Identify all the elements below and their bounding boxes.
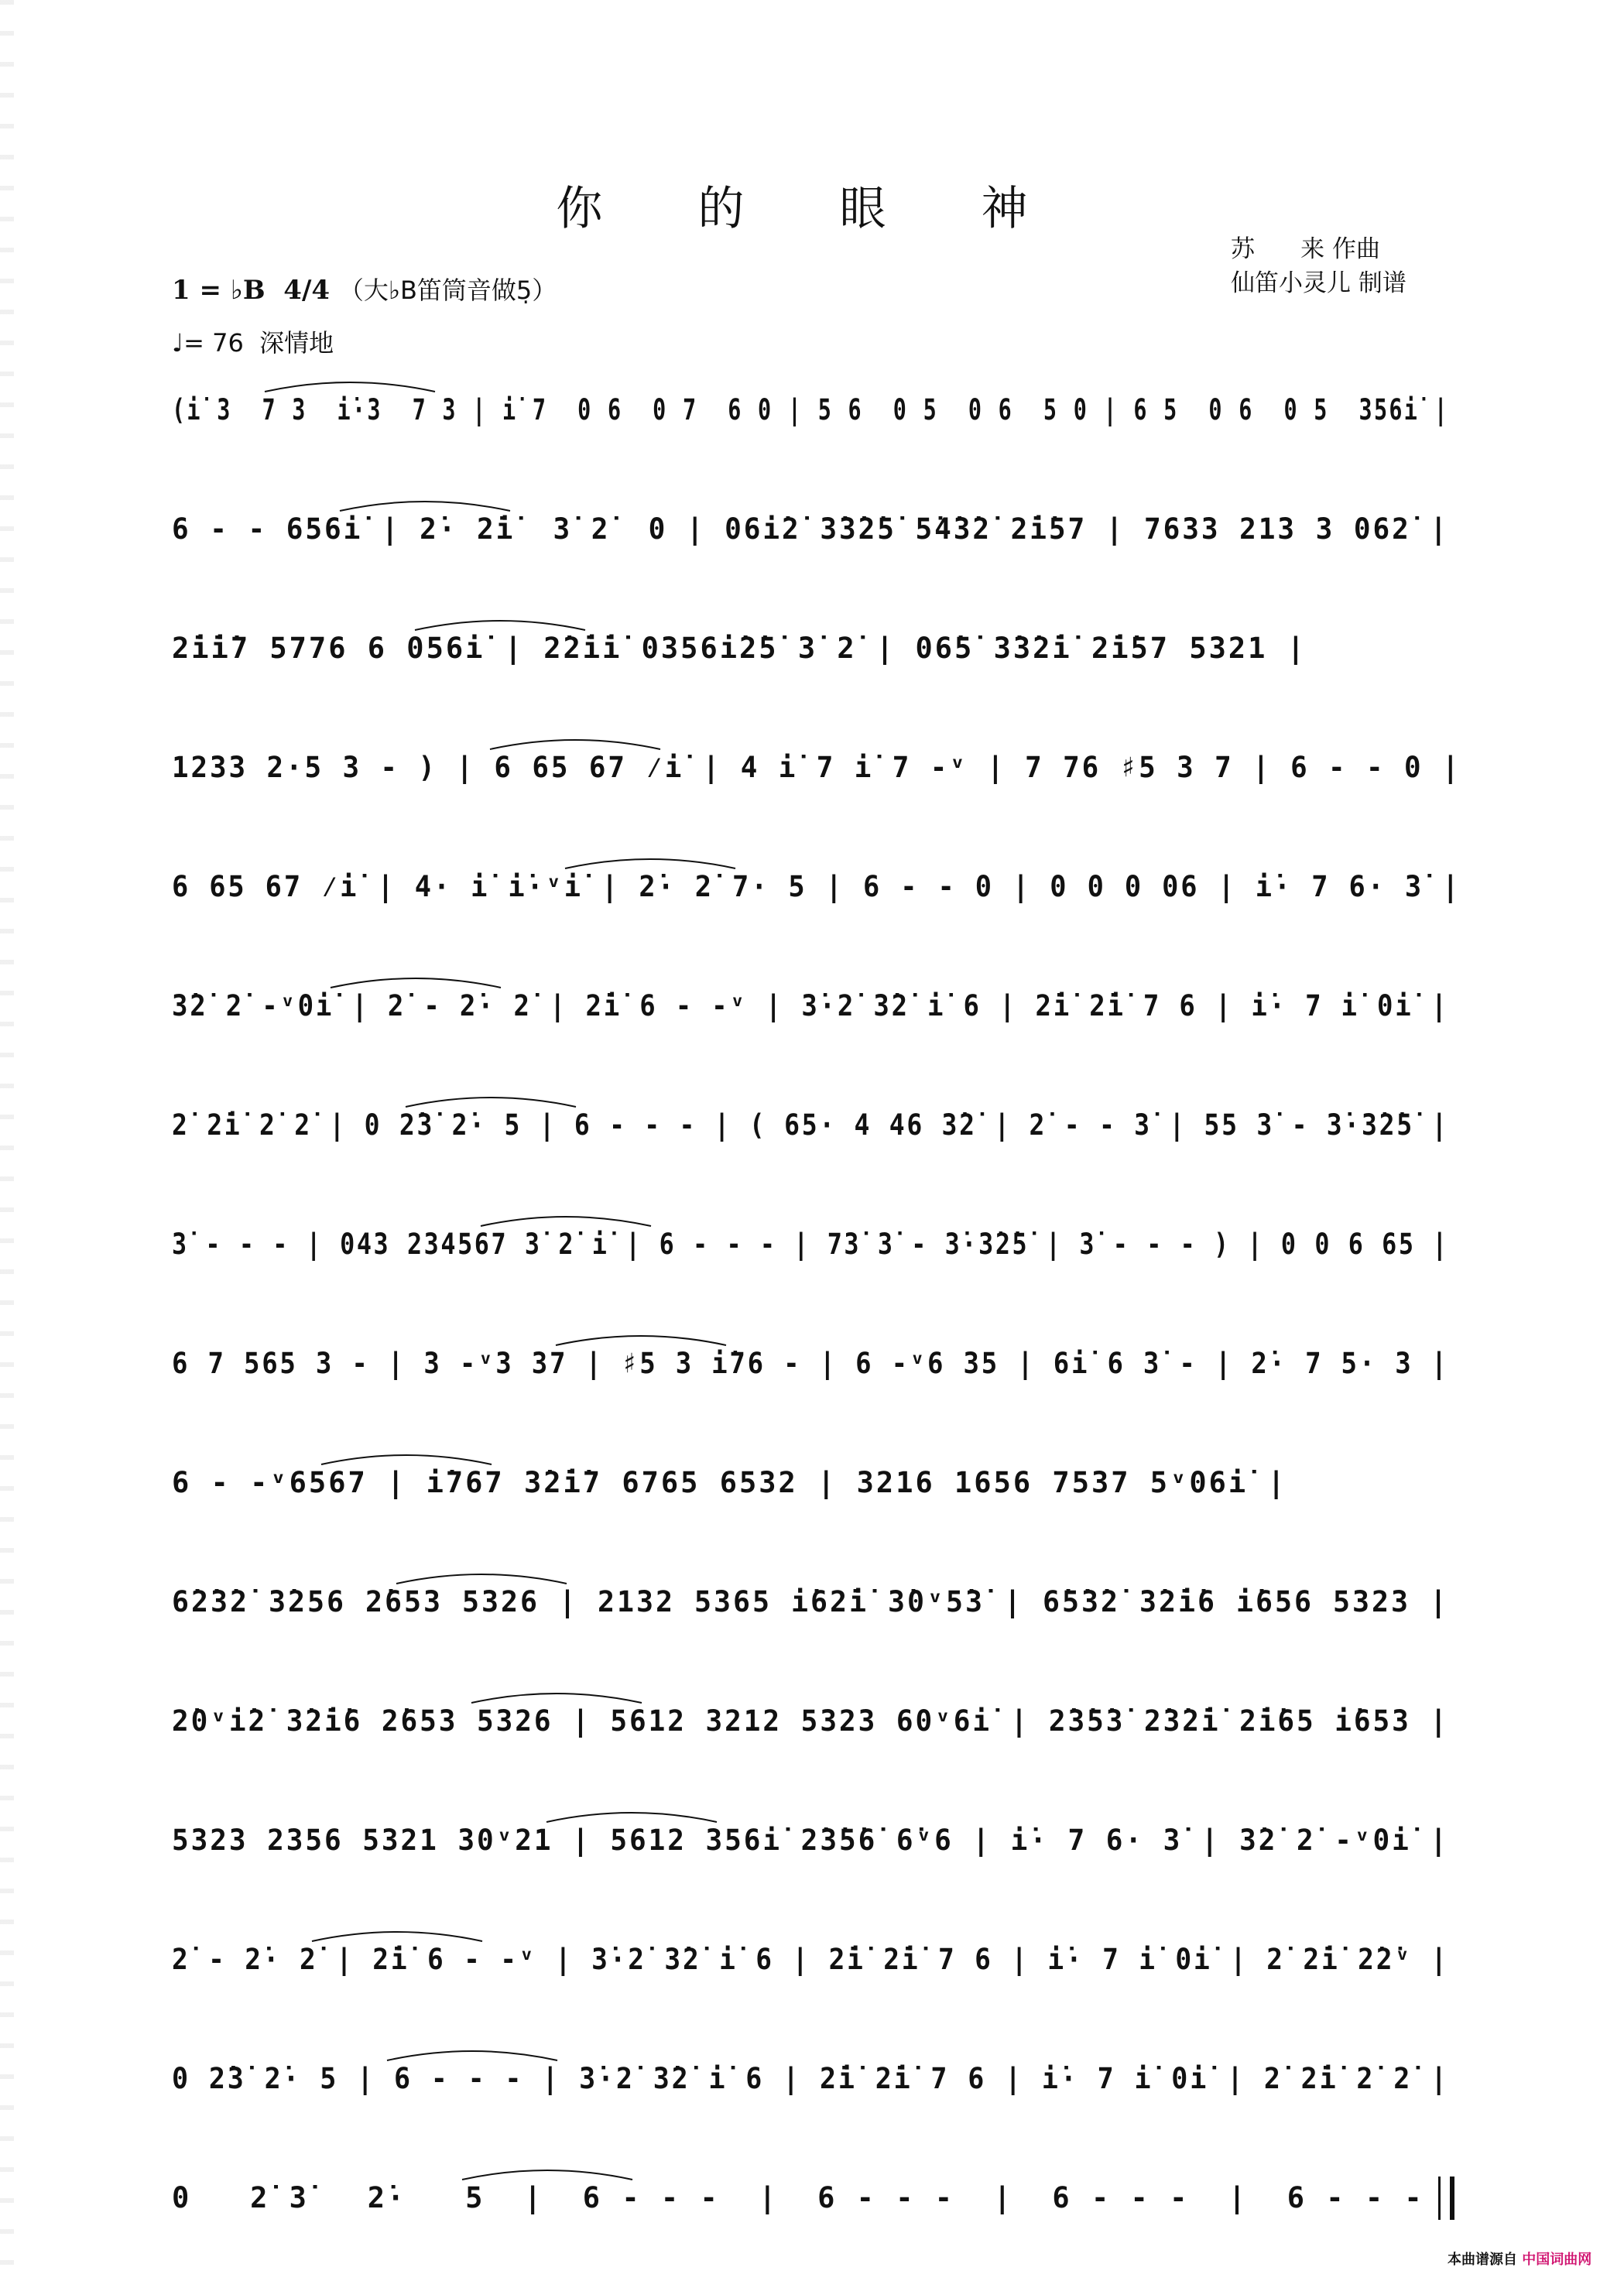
score-line-text: 0 2̇ 3̇ 2̇· 5 | 6 - - - | 6 - - - | 6 - - - | 6 - - - (172, 2181, 1424, 2214)
credits-block (1231, 232, 1406, 300)
score-line-text: 6 - -ᵛ6567 | i̇767 3̇2̇i̇7 6765 6532 | 3216 1656 7537 5ᵛ06i̇ | (172, 1466, 1287, 1499)
score-line (172, 737, 1461, 799)
footer-source (1448, 2248, 1591, 2269)
instrument-note: （大♭B笛筒音做5̣） (338, 276, 557, 305)
score-line (172, 1214, 1461, 1276)
score-line (172, 2048, 1461, 2110)
score-line-text: 6̇2̇3̇2̇ 3̇256 2̇653 5326 | 2132 5365 i̇62̇i̇ 3̇0ᵛ5̇3̇ | 6̇5̇3̇2̇ 3̇2̇i̇6 i̇656 5323 | (172, 1585, 1449, 1618)
score-line-text: 2̇i̇i̇7 5776 6 056i̇ | 2̇2̇i̇i̇ 0356i̇2̇5̇ 3̇ 2̇ | 06̇5̇ 3̇3̇2̇i̇ 2̇i̇57 5321 | (172, 632, 1307, 665)
final-barline (1438, 2177, 1454, 2220)
score-line-text: 2̇ 2̇i̇ 2̇ 2̇ | 0 2̇3̇ 2̇· 5 | 6 - - - | ( 65· 4 46 3̇2̇ | 2̇ - - 3̇ | 55 3̇ - 3̇·3̇2̇5̇ | (172, 1108, 1449, 1142)
score-line (172, 498, 1461, 560)
score-line (172, 1333, 1461, 1395)
score-line-text: 2̇0ᵛi̇2̇ 3̇2̇i̇6 2̇653 5326 | 5612 3212 5323 60ᵛ6i̇ | 2̇3̇5̇3̇ 2̇3̇2̇i̇ 2̇i̇65 i̇653 | (172, 1704, 1449, 1738)
score-line (172, 856, 1461, 918)
score-line (172, 2167, 1461, 2229)
time-signature: 4/4 (283, 275, 331, 306)
score-line (172, 1094, 1461, 1156)
score-line (172, 379, 1461, 441)
score-line-text: 3̇2̇ 2̇ -ᵛ0i̇ | 2̇ - 2̇· 2̇ | 2̇i̇ 6 - -ᵛ | 3̇·2̇ 3̇2̇ i̇ 6 | 2̇i̇ 2̇i̇ 7 6 | i̇· 7 i̇ 0i̇ | (172, 989, 1449, 1022)
score-line (172, 975, 1461, 1037)
key-label: 1 = ♭B (172, 275, 266, 306)
transcriber-credit: 仙笛小灵儿 制谱 (1231, 269, 1406, 297)
score-line (172, 1929, 1461, 1991)
score-line-text: 1233 2·5 3 - ) | 6 65 67 ⁄i̇ | 4 i̇ 7 i̇ 7 -ᵛ | 7 76 ♯5 3 7 | 6 - - 0 | (172, 751, 1461, 784)
score-line (172, 1810, 1461, 1872)
tempo-value: ♩= 76 (172, 328, 244, 358)
key-signature (172, 271, 557, 307)
score-line (172, 1690, 1461, 1752)
score-line-text: 2̇ - 2̇· 2̇ | 2̇i̇ 6 - -ᵛ | 3̇·2̇ 3̇2̇ i̇ 6 | 2̇i̇ 2̇i̇ 7 6 | i̇· 7 i̇ 0i̇ | 2̇ 2̇i̇ 2̇2̇ᵛ | (172, 1943, 1449, 1976)
score-line-text: 6 65 67 ⁄i̇ | 4· i̇ i̇·ᵛi̇ | 2̇· 2̇ 7· 5 | 6 - - 0 | 0 0 0 06 | i̇· 7 6· 3̇ | (172, 870, 1461, 903)
score-line (172, 618, 1461, 680)
song-title: 你 的 眼 神 (556, 182, 1068, 236)
footer-source-label: 本曲谱源自 (1448, 2252, 1517, 2268)
score-line-text: 3̇ - - - | 043 234567 3̇ 2̇ i̇ | 6 - - - | 73̇ 3̇ - 3̇·3̇2̇5̇ | 3̇ - - - ) | 0 0 6 65 | (172, 1228, 1449, 1261)
score-line-text: 6 - - 656i̇ | 2̇· 2̇i̇ 3̇ 2̇ 0 | 06i̇2̇ 3̇3̇2̇5̇ 5̇4̇3̇2̇ 2̇i̇57 | 7633 213 3 062̇ | (172, 512, 1449, 546)
score-line-text: 6 7 565 3 - | 3 -ᵛ3 37 | ♯5 3 i̇76 - | 6 -ᵛ6 35 | 6i̇ 6 3̇ - | 2̇· 7 5· 3 | (172, 1347, 1449, 1380)
score-line-text: 5323 2356 5321 30ᵛ21 | 5612 356i̇ 2̇3̇5̇6̇ 6̇ᵛ6 | i̇· 7 6· 3̇ | 3̇2̇ 2̇ -ᵛ0i̇ | (172, 1824, 1449, 1857)
score-line (172, 1571, 1461, 1633)
composer-credit: 苏 来 作曲 (1231, 235, 1380, 263)
footer-site-name: 中国词曲网 (1522, 2252, 1592, 2268)
expression-marking: 深情地 (259, 328, 334, 358)
tempo-marking (172, 324, 334, 359)
side-watermark-strip (0, 0, 14, 2281)
score-line-text: (i̇ 3 7 3 i̇·3 7 3 | i̇ 7 0 6 0 7 6 0 | 5 6 0 5 0 6 5 0 | 6 5 0 6 0 5 356i̇ | (172, 393, 1449, 426)
score-line-text: 0 2̇3̇ 2̇· 5 | 6 - - - | 3̇·2̇ 3̇2̇ i̇ 6 | 2̇i̇ 2̇i̇ 7 6 | i̇· 7 i̇ 0i̇ | 2̇ 2̇i̇ 2̇ 2̇ | (172, 2062, 1449, 2095)
score-line (172, 1452, 1461, 1514)
